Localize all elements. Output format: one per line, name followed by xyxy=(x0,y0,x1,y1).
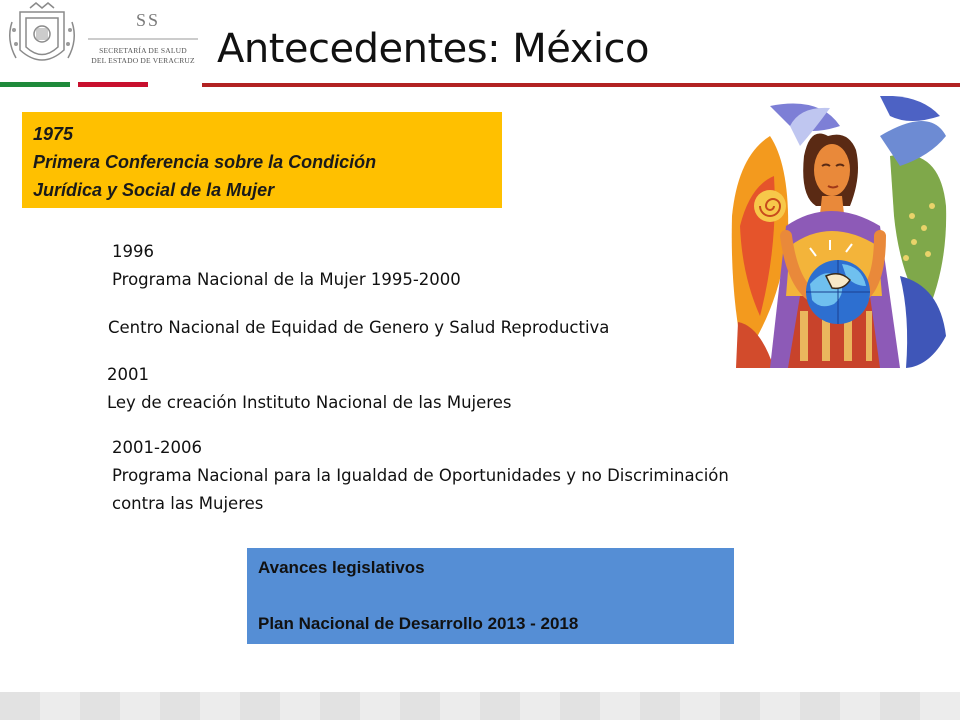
logo-text-line2: DEL ESTADO DE VERACRUZ xyxy=(91,56,195,65)
logo-divider xyxy=(88,34,198,44)
entry-centro xyxy=(108,314,609,342)
entry-1996 xyxy=(112,238,461,294)
flag-stripe-white xyxy=(70,82,78,87)
flag-stripe-red xyxy=(78,82,148,87)
highlight-box-1975 xyxy=(22,112,502,208)
title-underline xyxy=(202,83,960,87)
logo xyxy=(0,0,200,88)
highlight-1975-line2: Primera Conferencia sobre la Condición xyxy=(33,152,377,172)
highlight-1975-year: 1975 xyxy=(33,124,74,144)
woman-globe-illustration xyxy=(730,96,948,375)
entry-2001-2006-line2: contra las Mujeres xyxy=(112,494,264,513)
logo-text-line1: SECRETARÍA DE SALUD xyxy=(99,46,187,55)
entry-centro-text: Centro Nacional de Equidad de Genero y Salud Reproductiva xyxy=(108,318,610,337)
entry-2001-text: Ley de creación Instituto Nacional de las Mujeres xyxy=(107,393,512,412)
flag-stripe-green xyxy=(0,82,70,87)
entry-2001-year: 2001 xyxy=(107,365,149,384)
entry-1996-text: Programa Nacional de la Mujer 1995-2000 xyxy=(112,270,461,289)
coat-of-arms-icon xyxy=(0,0,90,80)
avances-title: Avances legislativos xyxy=(258,558,425,577)
footer-band xyxy=(0,692,960,720)
entry-2001 xyxy=(107,361,511,417)
logo-initials: SS xyxy=(135,10,161,30)
avances-plan: Plan Nacional de Desarrollo 2013 - 2018 xyxy=(258,614,579,633)
avances-spacer xyxy=(258,582,723,610)
highlight-1975-line3: Jurídica y Social de la Mujer xyxy=(33,180,275,200)
entry-2001-2006-line1: Programa Nacional para la Igualdad de Oportunidades y no Discriminación xyxy=(112,466,729,485)
entry-1996-year: 1996 xyxy=(112,242,154,261)
page-title: Antecedentes: México xyxy=(217,26,649,72)
entry-2001-2006-year: 2001-2006 xyxy=(112,438,202,457)
entry-2001-2006 xyxy=(112,434,729,518)
avances-box xyxy=(247,548,734,644)
woman-holding-globe-icon xyxy=(730,96,948,370)
